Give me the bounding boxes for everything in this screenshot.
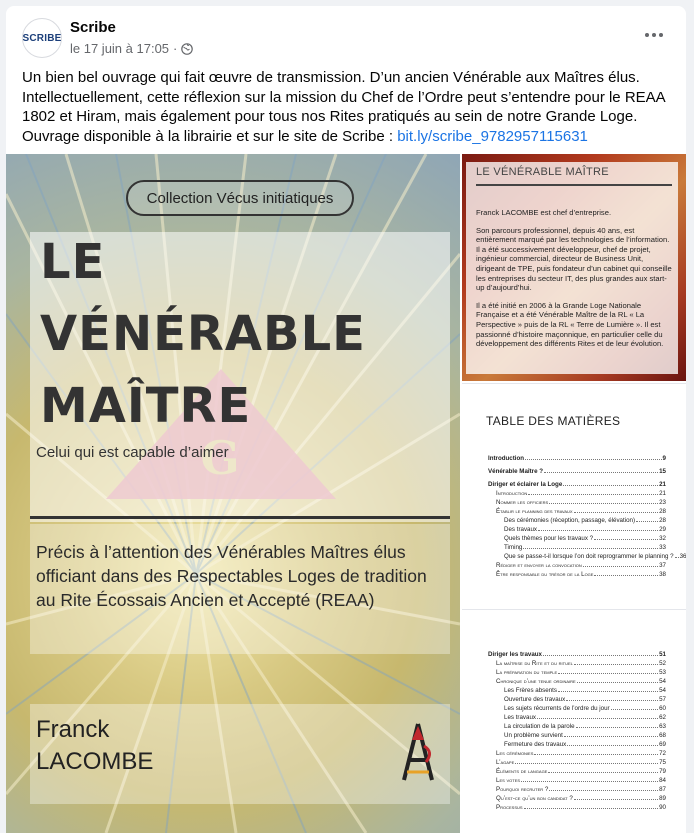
back-cover-divider — [476, 184, 672, 186]
page-avatar[interactable]: SCRIBE — [22, 18, 62, 58]
toc-entry-page: 28 — [659, 517, 666, 524]
toc-leader-dots — [524, 808, 659, 809]
toc-entry — [488, 713, 666, 722]
toc-entry — [488, 695, 666, 704]
toc-entry-page: 23 — [659, 499, 666, 506]
toc-entry-page: 87 — [659, 786, 666, 793]
toc-entry-page: 33 — [659, 544, 666, 551]
cover-title-line-2: VÉNÉRABLE — [40, 306, 366, 362]
toc-entry — [488, 722, 666, 731]
toc-entry-label: Les sujets récurrents de l’ordre du jour — [504, 705, 610, 712]
toc-leader-dots — [543, 655, 658, 656]
collection-label: Collection Vécus initiatiques — [126, 180, 354, 216]
toc-entry-page: 79 — [659, 768, 666, 775]
toc-entry-page: 52 — [659, 660, 666, 667]
toc-leader-dots — [558, 673, 658, 674]
toc-entry — [488, 668, 666, 677]
toc-entry — [488, 659, 666, 668]
cover-divider — [30, 516, 450, 519]
toc-leader-dots — [538, 530, 658, 531]
toc-leader-dots — [528, 494, 658, 495]
toc-leader-dots — [515, 763, 658, 764]
toc-leader-dots — [564, 736, 658, 737]
book-cover-image[interactable] — [6, 154, 460, 833]
toc-entry — [488, 543, 666, 552]
toc-entry-page: 29 — [659, 526, 666, 533]
toc-entry-page: 15 — [659, 468, 666, 475]
toc-entry-label: Les Frères absents — [504, 687, 557, 694]
toc-entry — [488, 794, 666, 803]
toc-entry — [488, 731, 666, 740]
toc-entry-label: Rédiger et envoyer la convocation — [496, 562, 582, 569]
page-name-link[interactable]: Scribe — [70, 19, 116, 36]
toc-entry — [488, 454, 666, 463]
toc-entry — [488, 749, 666, 758]
toc-entry — [488, 686, 666, 695]
cover-author — [36, 714, 153, 778]
toc-entry-page: 68 — [659, 732, 666, 739]
post-card — [6, 6, 686, 833]
toc-leader-dots — [574, 664, 658, 665]
back-cover-text — [476, 208, 674, 357]
toc-list-2 — [488, 650, 666, 812]
toc-entry-page: 69 — [659, 741, 666, 748]
toc-entry-label: Qu’est-ce qu’un bon candidat ? — [496, 795, 573, 802]
toc-entry-label: L’agape — [496, 759, 515, 766]
author-first-name: Franck — [36, 716, 110, 743]
back-cover-p3: Il a été initié en 2006 à la Grande Loge Nationale Française et a été Vénérable Maître de la RL « La Perspective » puis de la RL « Terre de Lumière ». Il est passionné d’histoire maçonnique, en particulier celle du développement des différents Rites et de leur évolution. — [476, 300, 664, 349]
toc-entry — [488, 767, 666, 776]
back-cover-heading: LE VÉNÉRABLE MAÎTRE — [476, 166, 609, 178]
cover-title-line-3: MAÎTRE — [40, 378, 252, 434]
toc-entry-page: 54 — [659, 678, 666, 685]
toc-entry-label: Vénérable Maître ? — [488, 468, 544, 475]
toc-entry-label: Les votes — [496, 777, 521, 784]
toc-entry-label: Les cérémonies — [496, 750, 534, 757]
toc-leader-dots — [577, 682, 658, 683]
toc-leader-dots — [636, 521, 658, 522]
toc-entry-page: 72 — [659, 750, 666, 757]
toc-entry-label: Être responsable du trésor de la Loge — [496, 571, 594, 578]
toc-entry-page: 63 — [659, 723, 666, 730]
toc-leader-dots — [566, 700, 658, 701]
scribe-link[interactable]: bit.ly/scribe_9782957115631 — [397, 127, 588, 145]
toc-leader-dots — [558, 691, 658, 692]
back-cover-image[interactable] — [462, 154, 686, 381]
toc-entry — [488, 740, 666, 749]
toc-leader-dots — [549, 503, 658, 504]
post-timestamp[interactable]: le 17 juin à 17:05 — [70, 41, 170, 56]
toc-entry — [488, 785, 666, 794]
toc-leader-dots — [549, 790, 658, 791]
cover-title-line-1: LE — [40, 234, 106, 290]
back-cover-p1: Franck LACOMBE est chef d’entreprise. — [476, 208, 612, 217]
toc-leader-dots — [675, 557, 679, 558]
toc-entry — [488, 498, 666, 507]
toc-entry — [488, 534, 666, 543]
back-cover-p2: Son parcours professionnel, depuis 40 ans, est entièrement marqué par les technologies de l’information. Il a été successivement développeur, chef de projet, ingénieur commercial, directeur de Business Unit, dirigeant de TPE, puis fondateur d’un cabinet qui conseille les entreprises du secteur IT, des plus grandes aux start-up d’aujourd’hui. — [476, 225, 672, 293]
toc-entry-label: Éléments de langage — [496, 768, 548, 775]
toc-entry — [488, 507, 666, 516]
toc-entry-page: 57 — [659, 696, 666, 703]
toc-leader-dots — [594, 575, 658, 576]
toc-entry-page: 51 — [659, 651, 666, 658]
toc-leader-dots — [544, 472, 658, 473]
toc-entry-label: Des travaux — [504, 526, 538, 533]
meta-separator: · — [173, 41, 178, 56]
cover-subtitle: Celui qui est capable d’aimer — [36, 444, 229, 461]
toc-entry-label: Introduction — [496, 490, 528, 497]
toc-entry-label: Nommer les officiers — [496, 499, 549, 506]
toc-leader-dots — [525, 459, 661, 460]
toc-entry-label: Processus — [496, 804, 523, 811]
toc-entry — [488, 516, 666, 525]
toc-entry — [488, 525, 666, 534]
toc-entry — [488, 758, 666, 767]
toc-leader-dots — [537, 718, 658, 719]
toc-entry-page: 36 — [679, 553, 686, 560]
toc-entry — [488, 552, 686, 561]
globe-icon — [181, 43, 193, 55]
toc-entry-label: Introduction — [488, 455, 525, 462]
toc-entry-page: 21 — [659, 481, 666, 488]
post-meta — [70, 41, 193, 56]
toc-entry-label: Fermeture des travaux — [504, 741, 567, 748]
toc-entry-label: Diriger et éclairer la Loge — [488, 481, 563, 488]
toc-leader-dots — [567, 745, 658, 746]
toc-entry — [488, 561, 666, 570]
post-caption — [22, 68, 674, 146]
toc-entry — [488, 776, 666, 785]
toc-list-1 — [488, 454, 686, 579]
toc-entry-page: 21 — [659, 490, 666, 497]
toc-entry-label: Des cérémonies (réception, passage, élévation) — [504, 517, 636, 524]
toc-entry-label: Diriger les travaux — [488, 651, 542, 658]
toc-title: TABLE DES MATIÈRES — [486, 414, 621, 428]
toc-entry-page: 37 — [659, 562, 666, 569]
toc-entry-page: 62 — [659, 714, 666, 721]
toc-entry — [488, 677, 666, 686]
cover-description: Précis à l’attention des Vénérables Maîtres élus officiant dans des Respectables Loges de tradition au Rite Écossais Ancien et Accepté (REAA) — [36, 542, 427, 610]
toc-entry — [488, 467, 666, 476]
toc-entry — [488, 480, 666, 489]
toc-entry-label: Les travaux — [504, 714, 536, 721]
toc-entry-page: 32 — [659, 535, 666, 542]
toc-entry-label: La maîtrise du Rite et du rituel — [496, 660, 573, 667]
toc-entry-page: 53 — [659, 669, 666, 676]
toc-entry-label: Timing — [504, 544, 523, 551]
toc-entry-label: Quels thèmes pour les travaux ? — [504, 535, 594, 542]
toc-leader-dots — [583, 566, 658, 567]
toc-leader-dots — [574, 512, 659, 513]
toc-entry — [488, 704, 666, 713]
toc-leader-dots — [534, 754, 658, 755]
toc-page-1-image[interactable] — [462, 383, 686, 607]
toc-entry — [488, 803, 666, 812]
toc-page-2-image[interactable] — [462, 609, 686, 833]
toc-entry-label: La circulation de la parole — [504, 723, 575, 730]
toc-leader-dots — [611, 709, 659, 710]
post-header — [6, 6, 686, 68]
toc-entry-page: 89 — [659, 795, 666, 802]
toc-entry-page: 9 — [662, 455, 666, 462]
publisher-logo-icon — [398, 722, 438, 786]
toc-leader-dots — [548, 772, 658, 773]
toc-entry-label: Chronique d’une tenue ordinaire — [496, 678, 576, 685]
toc-entry-page: 75 — [659, 759, 666, 766]
author-last-name: LACOMBE — [36, 748, 154, 775]
toc-entry-label: Un problème survient — [504, 732, 563, 739]
toc-entry-label: Établir le planning des travaux — [496, 508, 573, 515]
toc-leader-dots — [576, 727, 659, 728]
toc-entry-page: 28 — [659, 508, 666, 515]
toc-leader-dots — [523, 548, 658, 549]
toc-leader-dots — [574, 799, 658, 800]
toc-entry — [488, 570, 666, 579]
toc-entry-label: Que se passe-t-il lorsque l’on doit reprogrammer le planning ? — [504, 553, 674, 560]
toc-entry-page: 54 — [659, 687, 666, 694]
toc-entry-label: Pourquoi recruter ? — [496, 786, 549, 793]
toc-entry-page: 90 — [659, 804, 666, 811]
more-options-icon[interactable] — [642, 28, 666, 42]
toc-entry-page: 84 — [659, 777, 666, 784]
toc-entry-page: 38 — [659, 571, 666, 578]
toc-entry-label: La préparation du temple — [496, 669, 558, 676]
toc-entry-label: Ouverture des travaux — [504, 696, 566, 703]
toc-leader-dots — [563, 485, 658, 486]
toc-entry — [488, 650, 666, 659]
caption-text: Un bien bel ouvrage qui fait œuvre de transmission. D’un ancien Vénérable aux Maîtres élus. Intellectuellement, cette réflexion sur la mission du Chef de l’Ordre peut s’entendre pour le REAA 1802 et Hiram, mais également pour tous nos Rites pratiqués au sein de notre Grande Loge. Ouvrage disponible à la librairie et sur le site de Scribe : — [22, 69, 665, 145]
toc-leader-dots — [521, 781, 658, 782]
toc-leader-dots — [594, 539, 658, 540]
toc-entry-page: 60 — [659, 705, 666, 712]
toc-entry — [488, 489, 666, 498]
